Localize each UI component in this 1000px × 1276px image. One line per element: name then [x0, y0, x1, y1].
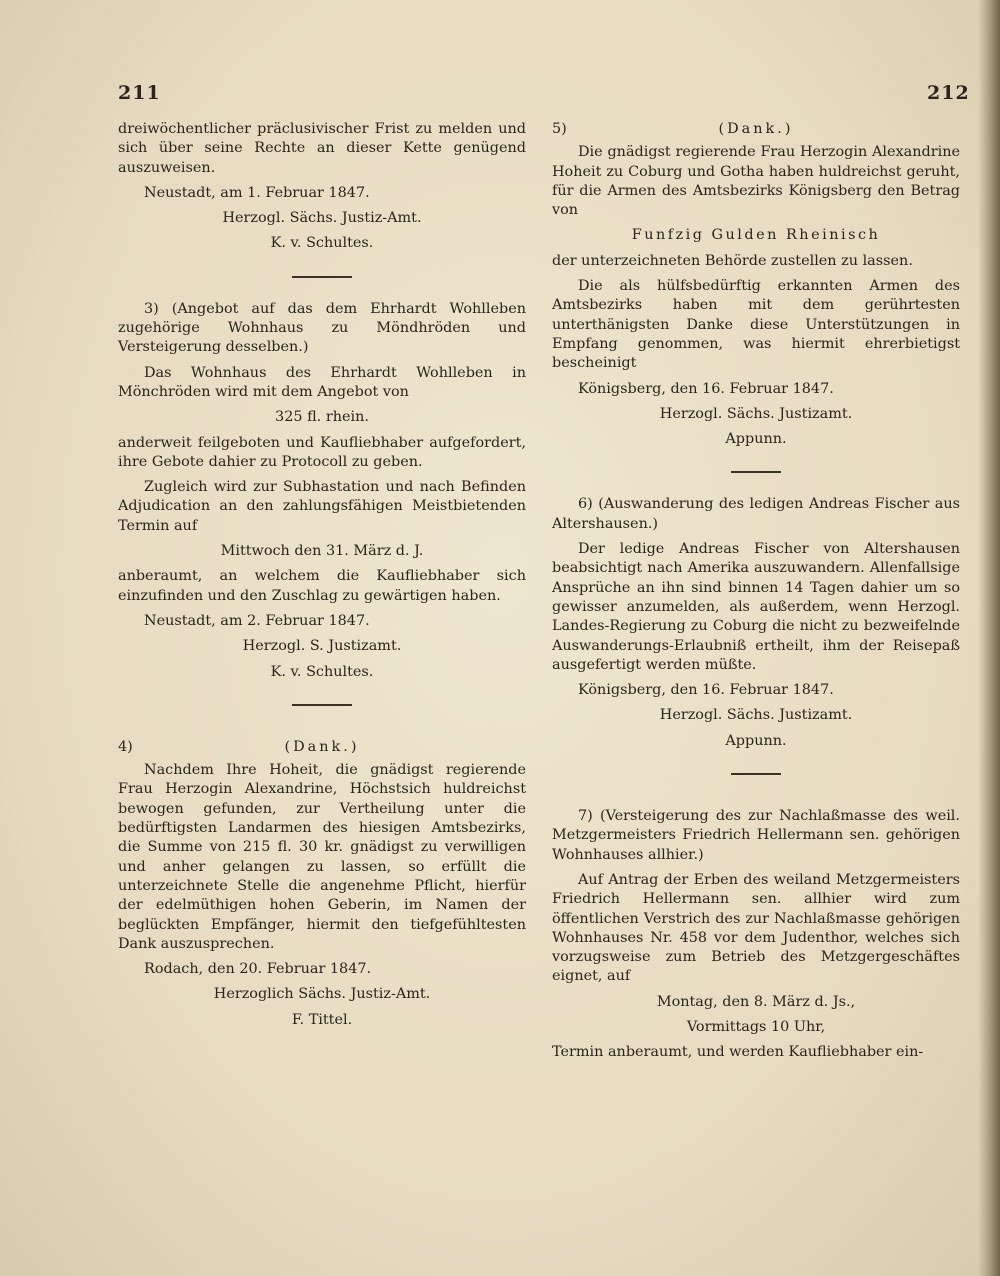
authority: Herzogl. S. Justizamt. — [242, 638, 402, 655]
auction-date: Montag, den 8. März d. Js., — [656, 993, 856, 1010]
notice-heading: 6) (Auswanderung des ledigen Andreas Fischer aus Altershausen.) — [552, 496, 960, 532]
place-date: Rodach, den 20. Februar 1847. — [144, 961, 372, 978]
notice-title: (Dank.) — [284, 738, 360, 755]
notice-heading: 3) (Angebot auf das dem Ehrhardt Wohlleben zugehörige Wohnhaus zu Möndhröden und Versteigerung desselben.) — [118, 300, 526, 356]
notice-number: 4) — [118, 738, 133, 755]
section-divider — [292, 276, 352, 278]
notice-paragraph: Auf Antrag der Erben des weiland Metzgermeisters Friedrich Hellermann sen. allhier wird zum öffentlichen Verstrich des zur Nachlaßmasse gehörigen Wohnhauses Nr. 458 vor dem Judenthor, welches sich vorzugsweise zum Betrieb des Metzgergeschäftes eignet, auf — [552, 871, 960, 985]
signature: K. v. Schultes. — [270, 663, 374, 680]
section-divider — [292, 704, 352, 706]
notice-paragraph: Das Wohnhaus des Ehrhardt Wohlleben in Mönchröden wird mit dem Angebot von — [118, 364, 526, 400]
notice-3 — [118, 300, 526, 682]
notice-heading: 7) (Versteigerung des zur Nachlaßmasse des weil. Metzgermeisters Friedrich Hellermann sen. gehörigen Wohnhauses allhier.) — [552, 808, 960, 863]
notice-paragraph: Zugleich wird zur Subhastation und nach Befinden Adjudication an den zahlungsfähigen Meistbietenden Termin auf — [118, 479, 526, 534]
notice-paragraph: anberaumt, an welchem die Kaufliebhaber sich einzufinden und den Zuschlag zu gewärtigen haben. — [118, 568, 526, 604]
notice-7 — [552, 807, 960, 1063]
notice-paragraph: der unterzeichneten Behörde zustellen zu lassen. — [552, 252, 913, 269]
page-number-left: 211 — [118, 82, 161, 104]
notice-paragraph: Der ledige Andreas Fischer von Altershausen beabsichtigt nach Amerika auszuwandern. Allenfallsige Ansprüche an ihn sind binnen 14 Tagen dahier um so gewisser anzumelden, als außerdem, wenn Herzogl. Landes-Regierung zu Coburg die nicht zu bezweifelnde Auswanderungs-Erlaubniß ertheilt, ihm der Reisepaß ausgefertigt werden müßte. — [552, 541, 960, 673]
place-date: Neustadt, am 1. Februar 1847. — [144, 184, 370, 201]
notice-heading — [118, 738, 526, 757]
signature: K. v. Schultes. — [270, 235, 374, 252]
notice-paragraph: Nachdem Ihre Hoheit, die gnädigst regierende Frau Herzogin Alexandrine, Höchstsich huldreichst bewogen gefunden, zur Vertheilung unter die bedürftigsten Landarmen des hiesigen Amtsbezirks, die Summe von 215 fl. 30 kr. gnädigst zu verwilligen und anher gelangen zu lassen, so erfüllt die unterzeichnete Stelle die angenehme Pflicht, hierfür der edelmüthigen hohen Geberin, im Namen der beglückten Empfänger, hiermit den tiefgefühltesten Dank auszusprechen. — [118, 762, 526, 952]
notice-4 — [118, 738, 526, 1030]
notice-paragraph: Termin anberaumt, und werden Kaufliebhaber ein- — [552, 1044, 924, 1061]
signature: F. Tittel. — [291, 1011, 353, 1028]
notice-paragraph: Die als hülfsbedürftig erkannten Armen des Amtsbezirks haben mit dem gerührtesten unterthänigsten Danke diese Unterstützungen in Empfang genommen, was hiermit ehrerbietigst bescheinigt — [552, 278, 960, 372]
notice-heading — [552, 120, 960, 139]
notice-paragraph: Die gnädigst regierende Frau Herzogin Alexandrine Hoheit zu Coburg und Gotha haben huldreichst geruht, für die Armen des Amtsbezirks Königsberg den Betrag von — [552, 144, 960, 219]
section-divider — [731, 773, 781, 775]
place-date: Königsberg, den 16. Februar 1847. — [578, 380, 834, 397]
right-column — [552, 120, 960, 1069]
notice-6 — [552, 495, 960, 751]
price-amount: 325 fl. rhein. — [275, 409, 369, 426]
auction-time: Vormittags 10 Uhr, — [686, 1018, 826, 1035]
notice-number: 5) — [552, 121, 567, 137]
donation-amount: Funfzig Gulden Rheinisch — [631, 227, 881, 244]
place-date: Neustadt, am 2. Februar 1847. — [144, 612, 370, 629]
page-number-right: 212 — [927, 82, 970, 104]
notice-5 — [552, 120, 960, 449]
section-divider — [731, 471, 781, 473]
signature: Appunn. — [725, 431, 787, 448]
authority: Herzogl. Sächs. Justiz-Amt. — [222, 210, 422, 227]
page-edge-shadow — [978, 0, 1000, 1276]
continuation-text: dreiwöchentlicher präclusivischer Frist zu melden und sich über seine Rechte an dieser Kette genügend auszuweisen. — [118, 121, 526, 176]
authority: Herzogl. Sächs. Justizamt. — [659, 405, 853, 422]
place-date: Königsberg, den 16. Februar 1847. — [578, 682, 834, 699]
notice-title: (Dank.) — [718, 121, 794, 137]
signature: Appunn. — [725, 732, 787, 749]
notice-paragraph: anderweit feilgeboten und Kaufliebhaber aufgefordert, ihre Gebote dahier zu Protocoll zu geben. — [118, 434, 526, 470]
left-column — [118, 120, 526, 1036]
auction-date: Mittwoch den 31. März d. J. — [220, 543, 424, 560]
authority: Herzoglich Sächs. Justiz-Amt. — [213, 986, 431, 1003]
authority: Herzogl. Sächs. Justizamt. — [659, 707, 853, 724]
